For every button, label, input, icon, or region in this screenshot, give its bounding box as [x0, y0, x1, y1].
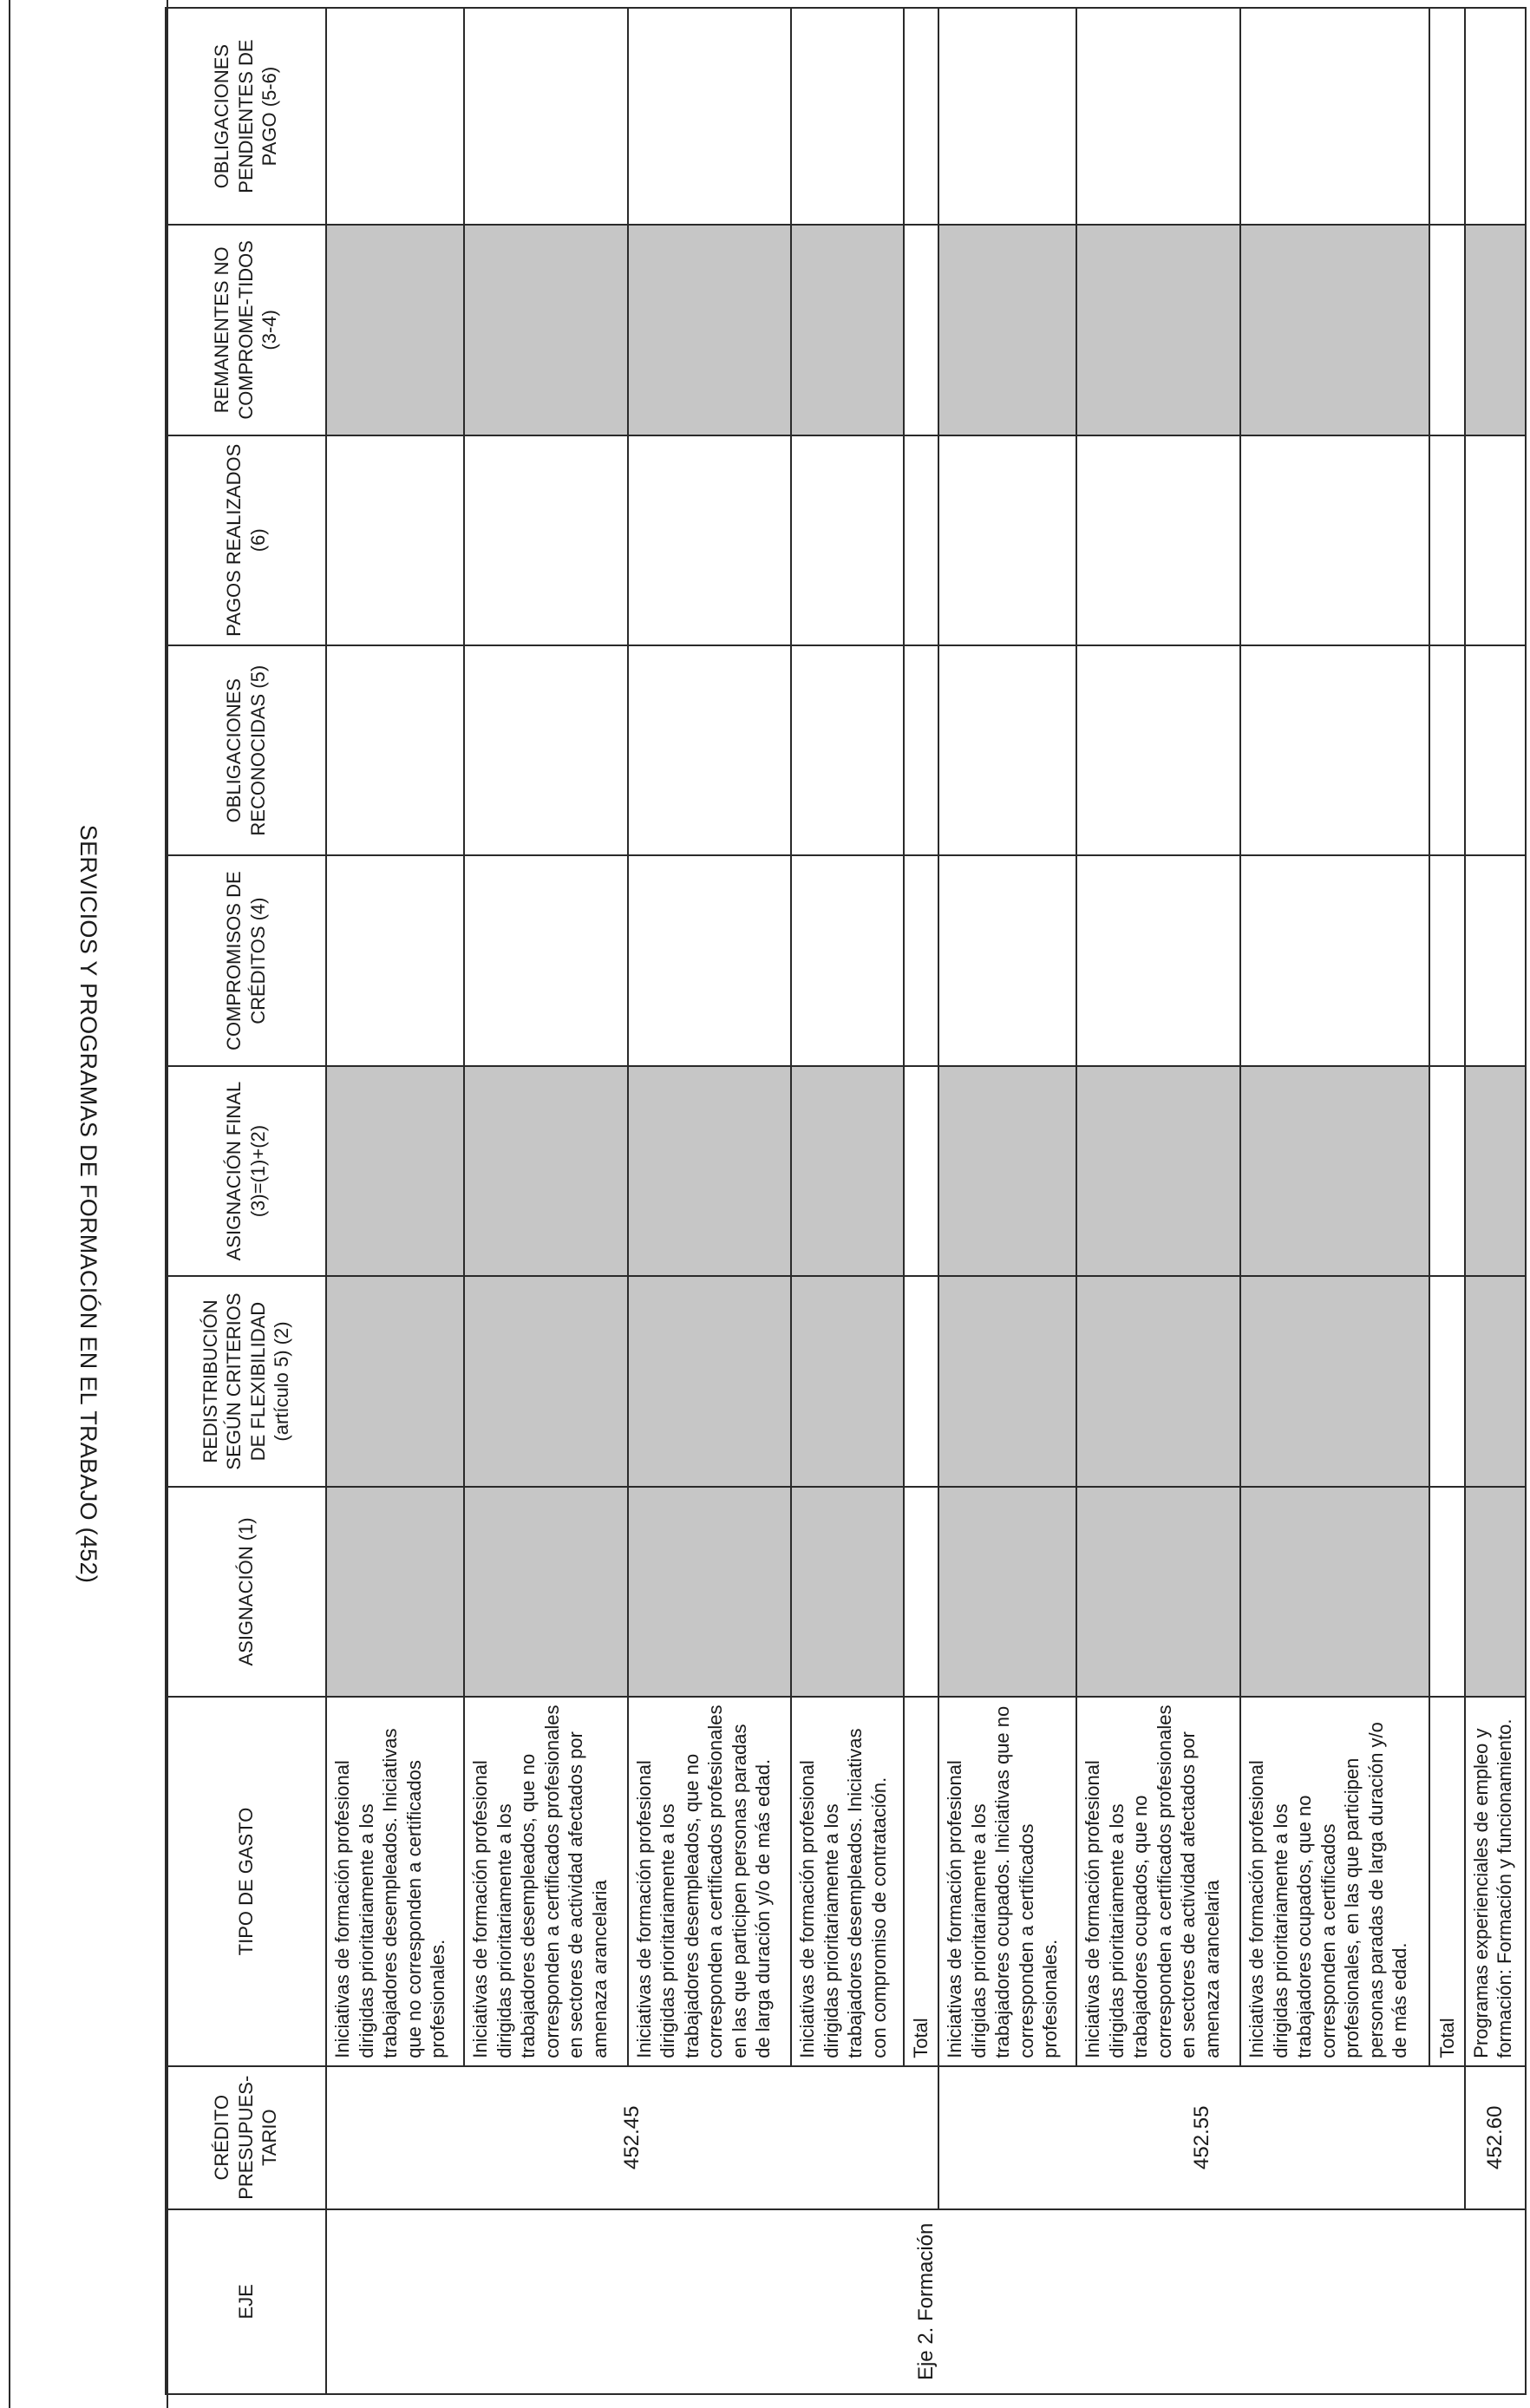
- credito-cell: 452.60: [1465, 2066, 1526, 2209]
- cell-compromisos: [1076, 855, 1240, 1065]
- total-row: [1429, 8, 1464, 2394]
- cell-redistribucion: [938, 1276, 1076, 1486]
- cell-pendientes: [326, 8, 464, 225]
- cell-remanentes: [904, 225, 938, 435]
- cell-pendientes: [904, 8, 938, 225]
- cell-obligaciones: [791, 645, 903, 855]
- cell-redistribucion: [464, 1276, 628, 1486]
- cell-pagos: [1240, 435, 1429, 645]
- cell-asignacion-final: [1429, 1066, 1464, 1276]
- cell-compromisos: [791, 855, 903, 1065]
- cell-asignacion: [628, 1487, 792, 1697]
- cell-pendientes: [791, 8, 903, 225]
- tipo-cell: Iniciativas de formación profesional dirigidas prioritariamente a los trabajadores ocupados, que no corresponden a certificados profesionales en sectores de actividad afectados por amenaza arancelaria: [1076, 1697, 1240, 2066]
- cell-compromisos: [326, 855, 464, 1065]
- header-obligaciones: OBLIGACIONES RECONOCIDAS (5): [166, 645, 326, 855]
- table-row: [938, 8, 1076, 2394]
- eje-cell: Eje 2. Formación: [326, 2209, 1526, 2394]
- cell-pendientes: [938, 8, 1076, 225]
- cell-pendientes: [1240, 8, 1429, 225]
- cell-obligaciones: [628, 645, 792, 855]
- cell-obligaciones: [1240, 645, 1429, 855]
- credito-cell: 452.45: [326, 2066, 938, 2209]
- cell-asignacion-final: [1240, 1066, 1429, 1276]
- cell-asignacion-final: [1465, 1066, 1526, 1276]
- cell-asignacion: [1429, 1487, 1464, 1697]
- cell-remanentes: [791, 225, 903, 435]
- cell-obligaciones: [904, 645, 938, 855]
- budget-table: [165, 7, 1527, 2395]
- tipo-cell: Iniciativas de formación profesional dirigidas prioritariamente a los trabajadores desempleados. Iniciativas que no corresponden a certificados profesionales.: [326, 1697, 464, 2066]
- header-credito: CRÉDITO PRESUPUES-TARIO: [166, 2066, 326, 2209]
- total-label: Total: [1429, 1697, 1464, 2066]
- cell-pendientes: [1076, 8, 1240, 225]
- cell-compromisos: [1465, 855, 1526, 1065]
- cell-compromisos: [464, 855, 628, 1065]
- header-tipo: TIPO DE GASTO: [166, 1697, 326, 2066]
- table-row: [464, 8, 628, 2394]
- cell-remanentes: [1240, 225, 1429, 435]
- cell-pagos: [1429, 435, 1464, 645]
- cell-remanentes: [1076, 225, 1240, 435]
- table-row: [1076, 8, 1240, 2394]
- table-row: [791, 8, 903, 2394]
- credito-cell: 452.55: [938, 2066, 1465, 2209]
- cell-asignacion-final: [1076, 1066, 1240, 1276]
- cell-pagos: [938, 435, 1076, 645]
- cell-remanentes: [464, 225, 628, 435]
- cell-asignacion-final: [326, 1066, 464, 1276]
- cell-redistribucion: [1465, 1276, 1526, 1486]
- header-redistribucion: REDISTRIBUCIÓN SEGÚN CRITERIOS DE FLEXIBILIDAD (artículo 5) (2): [166, 1276, 326, 1486]
- cell-asignacion: [938, 1487, 1076, 1697]
- cell-remanentes: [938, 225, 1076, 435]
- tipo-cell: Iniciativas de formación profesional dirigidas prioritariamente a los trabajadores desempleados, que no corresponden a certificados profesionales en las que participen personas paradas de larga duración y/o de más edad.: [628, 1697, 792, 2066]
- cell-pagos: [1076, 435, 1240, 645]
- cell-asignacion-final: [904, 1066, 938, 1276]
- cell-obligaciones: [326, 645, 464, 855]
- tipo-cell: Iniciativas de formación profesional dirigidas prioritariamente a los trabajadores ocupados, que no corresponden a certificados profesionales, en las que participen personas paradas de larga duración y/o de más edad.: [1240, 1697, 1429, 2066]
- cell-asignacion: [1076, 1487, 1240, 1697]
- cell-compromisos: [628, 855, 792, 1065]
- cell-asignacion: [791, 1487, 903, 1697]
- cell-redistribucion: [1240, 1276, 1429, 1486]
- table-row: [1465, 8, 1526, 2394]
- cell-remanentes: [326, 225, 464, 435]
- header-eje: EJE: [166, 2209, 326, 2394]
- cell-pagos: [791, 435, 903, 645]
- tipo-cell: Iniciativas de formación profesional dirigidas prioritariamente a los trabajadores ocupados. Iniciativas que no corresponden a certificados profesionales.: [938, 1697, 1076, 2066]
- total-label: Total: [904, 1697, 938, 2066]
- header-compromisos: COMPROMISOS DE CRÉDITOS (4): [166, 855, 326, 1065]
- cell-compromisos: [1429, 855, 1464, 1065]
- cell-asignacion: [1240, 1487, 1429, 1697]
- cell-compromisos: [904, 855, 938, 1065]
- cell-asignacion-final: [938, 1066, 1076, 1276]
- cell-asignacion: [326, 1487, 464, 1697]
- cell-pendientes: [628, 8, 792, 225]
- cell-redistribucion: [1429, 1276, 1464, 1486]
- table-row: [1240, 8, 1429, 2394]
- cell-pagos: [628, 435, 792, 645]
- cell-remanentes: [628, 225, 792, 435]
- cell-redistribucion: [904, 1276, 938, 1486]
- cell-asignacion: [464, 1487, 628, 1697]
- cell-compromisos: [938, 855, 1076, 1065]
- cell-redistribucion: [326, 1276, 464, 1486]
- header-asignacion: ASIGNACIÓN (1): [166, 1487, 326, 1697]
- cell-remanentes: [1465, 225, 1526, 435]
- cell-redistribucion: [628, 1276, 792, 1486]
- table-row: [326, 8, 464, 2394]
- cell-compromisos: [1240, 855, 1429, 1065]
- cell-asignacion-final: [791, 1066, 903, 1276]
- section-title-band: [9, 0, 168, 2408]
- cell-pendientes: [1429, 8, 1464, 225]
- header-row: [166, 8, 326, 2394]
- total-row: [904, 8, 938, 2394]
- cell-remanentes: [1429, 225, 1464, 435]
- cell-asignacion-final: [628, 1066, 792, 1276]
- cell-asignacion: [904, 1487, 938, 1697]
- budget-table-wrapper: [165, 7, 1527, 2395]
- cell-asignacion-final: [464, 1066, 628, 1276]
- cell-pendientes: [464, 8, 628, 225]
- cell-obligaciones: [1465, 645, 1526, 855]
- cell-obligaciones: [938, 645, 1076, 855]
- section-title: SERVICIOS Y PROGRAMAS DE FORMACIÓN EN EL TRABAJO (452): [75, 824, 102, 1584]
- header-pagos: PAGOS REALIZADOS (6): [166, 435, 326, 645]
- cell-pagos: [1465, 435, 1526, 645]
- header-asignacion-final: ASIGNACIÓN FINAL (3)=(1)+(2): [166, 1066, 326, 1276]
- cell-redistribucion: [1076, 1276, 1240, 1486]
- tipo-cell: Iniciativas de formación profesional dirigidas prioritariamente a los trabajadores desempleados, que no corresponden a certificados profesionales en sectores de actividad afectados por amenaza arancelaria: [464, 1697, 628, 2066]
- table-row: [628, 8, 792, 2394]
- cell-pendientes: [1465, 8, 1526, 225]
- cell-pagos: [326, 435, 464, 645]
- header-pendientes: OBLIGACIONES PENDIENTES DE PAGO (5-6): [166, 8, 326, 225]
- cell-obligaciones: [1076, 645, 1240, 855]
- header-remanentes: REMANENTES NO COMPROME-TIDOS (3-4): [166, 225, 326, 435]
- cell-asignacion: [1465, 1487, 1526, 1697]
- cell-redistribucion: [791, 1276, 903, 1486]
- cell-obligaciones: [464, 645, 628, 855]
- cell-pagos: [464, 435, 628, 645]
- tipo-cell: Programas experienciales de empleo y formación: Formación y funcionamiento.: [1465, 1697, 1526, 2066]
- cell-obligaciones: [1429, 645, 1464, 855]
- tipo-cell: Iniciativas de formación profesional dirigidas prioritariamente a los trabajadores desempleados. Iniciativas con compromiso de contratación.: [791, 1697, 903, 2066]
- cell-pagos: [904, 435, 938, 645]
